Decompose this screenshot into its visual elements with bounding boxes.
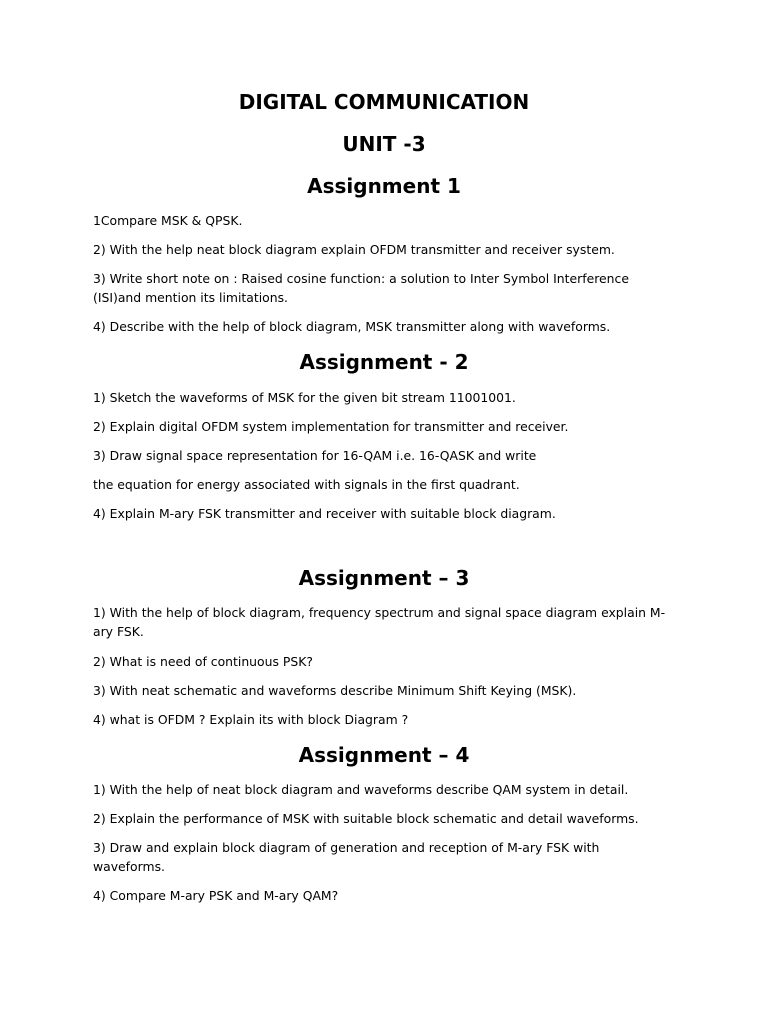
assignment-4-line-4: waveforms.: [93, 859, 165, 874]
assignment-2-line-4: the equation for energy associated with signals in the first quadrant.: [93, 477, 520, 492]
assignment-4-heading: Assignment – 4: [298, 743, 470, 767]
assignment-2-line-5: 4) Explain M-ary FSK transmitter and receiver with suitable block diagram.: [93, 506, 556, 521]
assignment-4-line-3: 3) Draw and explain block diagram of generation and reception of M-ary FSK with: [93, 840, 600, 855]
assignment-2-line-3: 3) Draw signal space representation for 16-QAM i.e. 16-QASK and write: [93, 448, 537, 463]
assignment-1-line-5: 4) Describe with the help of block diagram, MSK transmitter along with waveforms.: [93, 319, 611, 334]
document-title: DIGITAL COMMUNICATION: [238, 90, 530, 114]
assignment-2-line-1: 1) Sketch the waveforms of MSK for the given bit stream 11001001.: [93, 390, 516, 405]
assignment-3-heading: Assignment – 3: [298, 566, 470, 590]
assignment-3-line-1: 1) With the help of block diagram, frequency spectrum and signal space diagram explain M-: [93, 605, 666, 620]
assignment-3-line-3: 2) What is need of continuous PSK?: [93, 654, 313, 669]
assignment-4-line-5: 4) Compare M-ary PSK and M-ary QAM?: [93, 888, 339, 903]
assignment-1-line-2: 2) With the help neat block diagram explain OFDM transmitter and receiver system.: [93, 242, 615, 257]
assignment-1-line-4: (ISI)and mention its limitations.: [93, 290, 288, 305]
assignment-2-line-2: 2) Explain digital OFDM system implementation for transmitter and receiver.: [93, 419, 569, 434]
assignment-3-line-5: 4) what is OFDM ? Explain its with block Diagram ?: [93, 712, 409, 727]
assignment-4-line-1: 1) With the help of neat block diagram and waveforms describe QAM system in detail.: [93, 782, 629, 797]
assignment-1-line-1: 1Compare MSK & QPSK.: [93, 213, 243, 228]
assignment-1-heading: Assignment 1: [307, 174, 461, 198]
assignment-3-line-2: ary FSK.: [93, 624, 144, 639]
assignment-2-heading: Assignment - 2: [299, 350, 469, 374]
unit-heading: UNIT -3: [342, 132, 426, 156]
assignment-3-line-4: 3) With neat schematic and waveforms describe Minimum Shift Keying (MSK).: [93, 683, 577, 698]
assignment-1-line-3: 3) Write short note on : Raised cosine function: a solution to Inter Symbol Interference: [93, 271, 629, 286]
assignment-4-line-2: 2) Explain the performance of MSK with suitable block schematic and detail waveforms.: [93, 811, 639, 826]
